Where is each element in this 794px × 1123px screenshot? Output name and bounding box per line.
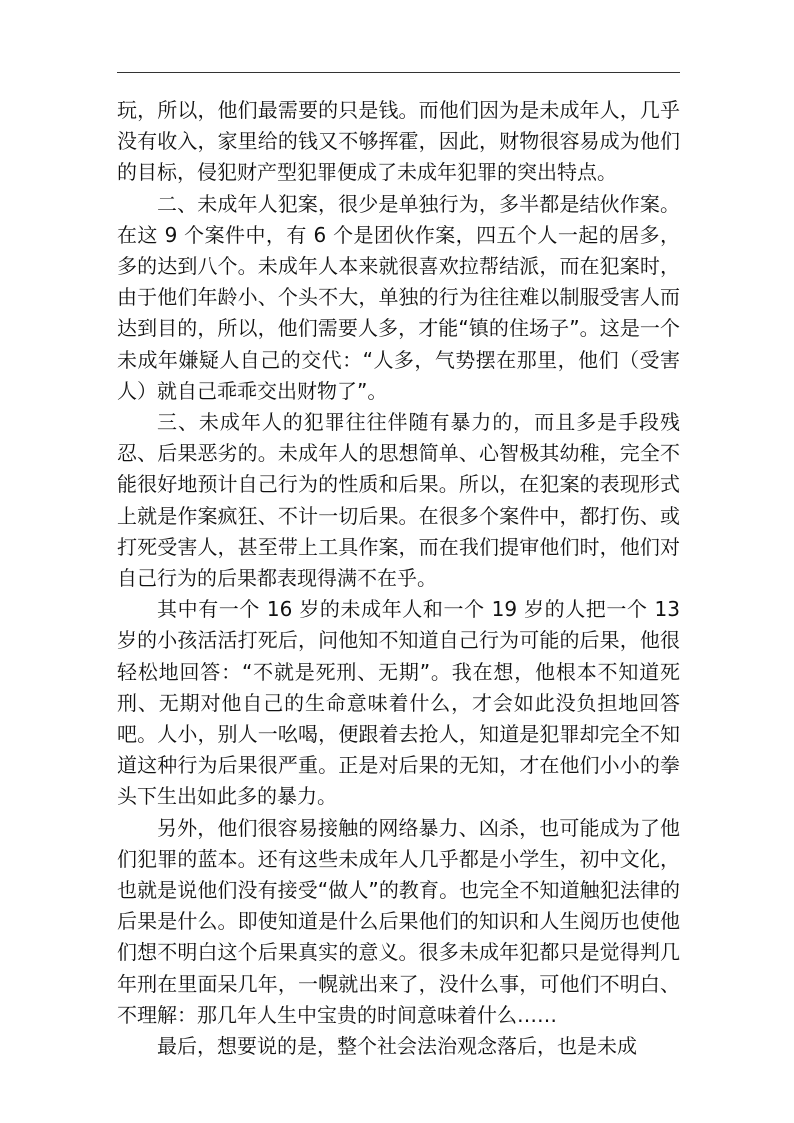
- paragraph-point-two: 二、未成年人犯案，很少是单独行为，多半都是结伙作案。在这 9 个案件中，有 6 个是团伙作案，四五个人一起的居多，多的达到八个。未成年人本来就很喜欢拉帮结派，而在犯案时，由于他们年龄小、个头不大，单独的行为往往难以制服受害人而达到目的，所以，他们需要人多，才能“镇的住场子”。这是一个未成年嫌疑人自己的交代：“人多，气势摆在那里，他们（受害人）就自己乖乖交出财物了”。: [117, 191, 680, 403]
- paragraph-continuation: 玩，所以，他们最需要的只是钱。而他们因为是未成年人，几乎没有收入，家里给的钱又不够挥霍，因此，财物很容易成为他们的目标，侵犯财产型犯罪便成了未成年犯罪的突出特点。: [117, 98, 680, 185]
- header-rule: [117, 72, 680, 73]
- paragraph-final-point: 最后，想要说的是，整个社会法治观念落后，也是未成: [157, 1034, 637, 1059]
- paragraph-point-three: 三、未成年人的犯罪往往伴随有暴力的，而且多是手段残忍、后果恶劣的。未成年人的思想简单、心智极其幼稚，完全不能很好地预计自己行为的性质和后果。所以，在犯案的表现形式上就是作案疯狂、不计一切后果。在很多个案件中，都打伤、或打死受害人，甚至带上工具作案，而在我们提审他们时，他们对自己行为的后果都表现得满不在乎。: [117, 410, 680, 591]
- paragraph-case-example: 其中有一个 16 岁的未成年人和一个 19 岁的人把一个 13 岁的小孩活活打死后，问他知不知道自己行为可能的后果，他很轻松地回答：“不就是死刑、无期”。我在想，他根本不知道死刑、无期对他自己的生命意味着什么，才会如此没负担地回答吧。人小，别人一吆喝，便跟着去抢人，知道是犯罪却完全不知道这种行为后果很严重。正是对后果的无知，才在他们小小的拳头下生出如此多的暴力。: [117, 597, 680, 809]
- paragraph-additional-factors: 另外，他们很容易接触的网络暴力、凶杀，也可能成为了他们犯罪的蓝本。还有这些未成年人几乎都是小学生，初中文化，也就是说他们没有接受“做人”的教育。也完全不知道触犯法律的后果是什么。即使知道是什么后果他们的知识和人生阅历也使他们想不明白这个后果真实的意义。很多未成年犯都只是觉得判几年刑在里面呆几年，一幌就出来了，没什么事，可他们不明白、不理解：那几年人生中宝贵的时间意味着什么……: [117, 815, 680, 1027]
- document-body: [117, 95, 680, 1062]
